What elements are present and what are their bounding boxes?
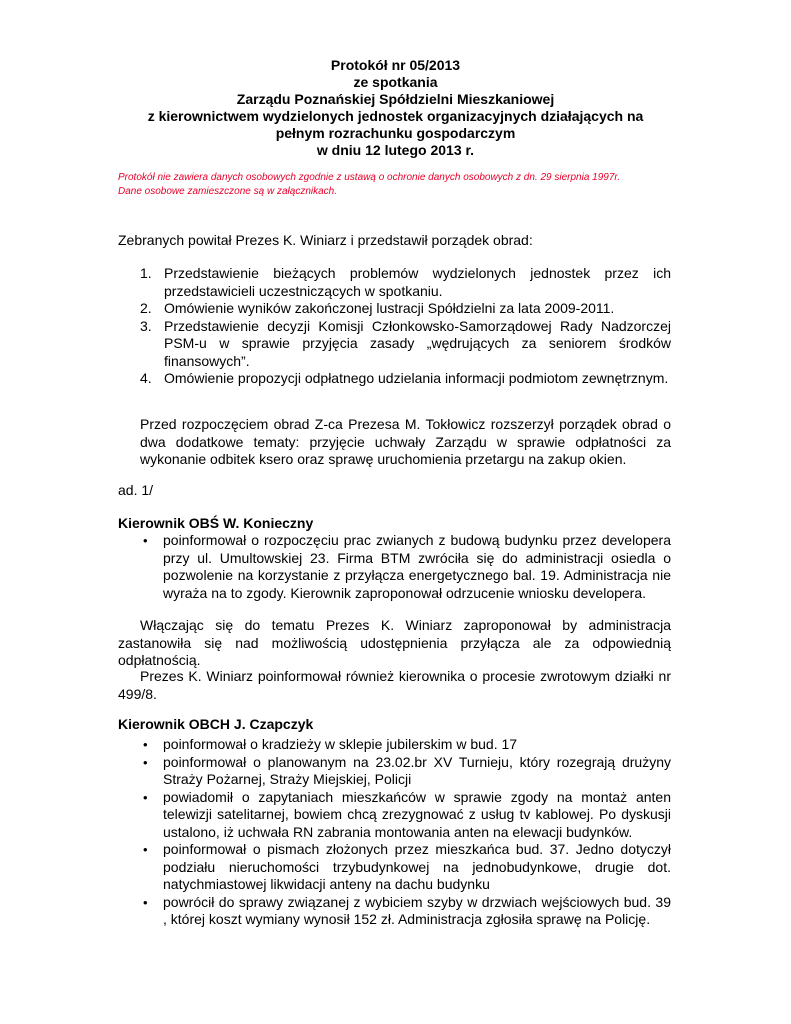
bullet-icon: • <box>143 894 148 910</box>
agenda-text: Przedstawienie decyzji Komisji Członkowsko-Samorządowej Rady Nadzorczej PSM-u w sprawie przyjęcia zasady „wędrujących za seniorem środków finansowych”. <box>164 317 671 369</box>
bullet-icon: • <box>143 842 148 857</box>
agenda-list <box>140 265 671 388</box>
bullet-item <box>140 736 671 754</box>
agenda-number: 3. <box>140 317 152 334</box>
bullet-item <box>140 841 671 894</box>
agenda-item <box>140 370 671 388</box>
section-heading: Kierownik OBCH J. Czapczyk <box>118 716 314 732</box>
title-line: ze spotkania <box>353 74 438 90</box>
privacy-notice <box>118 171 718 199</box>
bullet-item <box>140 894 671 929</box>
title-line: pełnym rozrachunku gospodarczym <box>275 125 516 141</box>
intro-text: Zebranych powitał Prezes K. Winiarz i przedstawił porządek obrad: <box>118 232 533 248</box>
bullet-text: poinformował o pismach złożonych przez mieszkańca bud. 37. Jedno dotyczył podziału nieruchomości trzybudynkowej na jednobudynkowe, drugie dot. natychmiastowej likwidacji anteny na dachu budynku <box>163 841 671 892</box>
privacy-notice-line: Dane osobowe zamieszczone są w załącznikach. <box>118 186 337 197</box>
bullet-text: poinformował o kradzieży w sklepie jubilerskim w bud. 17 <box>163 736 518 752</box>
bullet-icon: • <box>143 737 148 752</box>
agenda-item <box>140 265 671 300</box>
agenda-item <box>140 318 671 371</box>
privacy-notice-line: Protokół nie zawiera danych osobowych zgodnie z ustawą o ochronie danych osobowych z dn. 29 sierpnia 1997r. <box>118 172 621 183</box>
agenda-item <box>140 300 671 318</box>
agenda-text: Omówienie wyników zakończonej lustracji Spółdzielni za lata 2009-2011. <box>164 300 615 316</box>
ad-label: ad. 1/ <box>118 482 154 498</box>
section1-paragraph: Prezes K. Winiarz poinformował również kierownika o procesie zwrotowym działki nr 499/8. <box>118 668 671 702</box>
section1-bullet-list <box>140 532 671 602</box>
bullet-text: poinformował o planowanym na 23.02.br XV Turnieju, który rozegrają drużyny Straży Pożarnej, Straży Miejskiej, Policji <box>163 753 671 787</box>
extension-paragraph: Przed rozpoczęciem obrad Z-ca Prezesa M. Tokłowicz rozszerzył porządek obrad o dwa dodatkowe tematy: przyjęcie uchwały Zarządu w sprawie odpłatności za wykonanie odbitek ksero oraz sprawę uruchomienia przetargu na zakup okien. <box>140 416 671 467</box>
bullet-text: poinformował o rozpoczęciu prac zwianych z budową budynku przez developera przy ul. Umultowskiej 23. Firma BTM zwróciła się do administracji osiedla o pozwolenie na korzystanie z przyłącza energetycznego bal. 19. Administracja nie wyraża na to zgody. Kierownik zaproponował odrzucenie wniosku developera. <box>163 532 671 601</box>
title-line: Protokół nr 05/2013 <box>330 57 461 73</box>
agenda-text: Przedstawienie bieżących problemów wydzielonych jednostek przez ich przedstawicieli uczestniczących w spotkaniu. <box>164 265 671 299</box>
agenda-number: 2. <box>140 300 152 316</box>
bullet-icon: • <box>143 533 148 548</box>
section1-paragraph: Włączając się do tematu Prezes K. Winiarz zaproponował by administracja zastanowiła się nad możliwością udostępnienia przyłącza ale za odpowiednią odpłatnością. <box>118 617 671 668</box>
bullet-icon: • <box>143 754 148 770</box>
section2-bullet-list <box>140 736 671 929</box>
agenda-number: 1. <box>140 265 152 281</box>
bullet-text: powiadomił o zapytaniach mieszkańców w sprawie zgody na montaż anten telewizji satelitarnej, bowiem chcą zrezygnować z usług tv kablowej. Po dyskusji ustalono, iż uchwała RN zabrania montowania anten na elewacji budynków. <box>163 788 671 840</box>
bullet-text: powrócił do sprawy związanej z wybiciem szyby w drzwiach wejściowych bud. 39 , której koszt wymiany wynosił 152 zł. Administracja zgłosiła sprawę na Policję. <box>163 893 671 927</box>
bullet-item <box>140 789 671 842</box>
bullet-icon: • <box>143 789 148 805</box>
document-title <box>0 57 791 159</box>
agenda-number: 4. <box>140 370 152 386</box>
title-line: Zarządu Poznańskiej Spółdzielni Mieszkaniowej <box>236 91 555 107</box>
bullet-item <box>140 532 671 602</box>
title-line: z kierownictwem wydzielonych jednostek organizacyjnych działających na <box>147 108 644 124</box>
section-heading: Kierownik OBŚ W. Konieczny <box>118 515 314 531</box>
bullet-item <box>140 754 671 789</box>
agenda-text: Omówienie propozycji odpłatnego udzielania informacji podmiotom zewnętrznym. <box>164 370 669 386</box>
title-line: w dniu 12 lutego 2013 r. <box>316 142 475 158</box>
